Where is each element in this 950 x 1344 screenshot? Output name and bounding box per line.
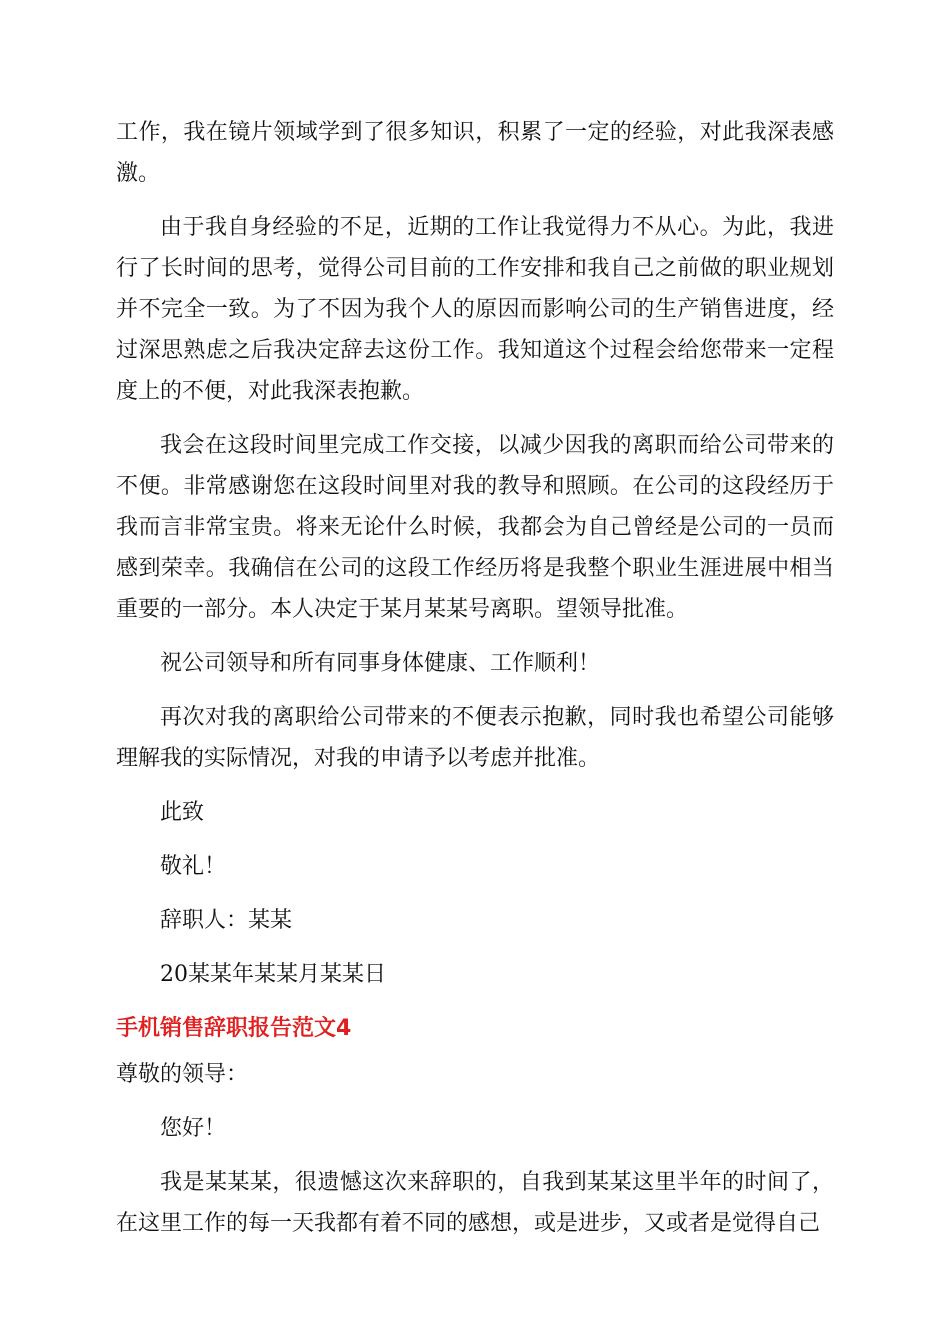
greeting: 您好！ (160, 1116, 227, 1141)
date-line: 20某某年某某月某某日 (160, 962, 386, 987)
paragraph-apology: 再次对我的离职给公司带来的不便表示抱歉，同时我也希望公司能够理解我的实际情况，对我的申请予以考虑并批准。 (116, 705, 834, 771)
paragraph-reason: 由于我自身经验的不足，近期的工作让我觉得力不从心。为此，我进行了长时间的思考，觉得公司目前的工作安排和我自己之前做的职业规划并不完全一致。为了不因为我个人的原因而影响公司的生产销售进度，经过深思熟虑之后我决定辞去这份工作。我知道这个过程会给您带来一定程度上的不便，对此我深表抱歉。 (116, 215, 834, 404)
paragraph-wishes: 祝公司领导和所有同事身体健康、工作顺利！ (160, 651, 601, 676)
paragraph-continuation: 工作，我在镜片领域学到了很多知识，积累了一定的经验，对此我深表感激。 (116, 120, 834, 186)
closing-line: 此致 (160, 800, 205, 825)
document-body (116, 112, 834, 1257)
paragraph-handover: 我会在这段时间里完成工作交接，以减少因我的离职而给公司带来的不便。非常感谢您在这段时间里对我的教导和照顾。在公司的这段经历于我而言非常宝贵。将来无论什么时候，我都会为自己曾经是公司的一员而感到荣幸。我确信在公司的这段工作经历将是我整个职业生涯进展中相当重要的一部分。本人决定于某月某某号离职。望领导批准。 (116, 433, 834, 622)
salutation: 尊敬的领导： (116, 1062, 249, 1087)
signature-line: 辞职人：某某 (160, 908, 293, 933)
section-heading: 手机销售辞职报告范文4 (116, 1016, 352, 1041)
closing-salute: 敬礼！ (160, 854, 227, 879)
paragraph-intro: 我是某某某，很遗憾这次来辞职的，自我到某某这里半年的时间了，在这里工作的每一天我都有着不同的感想，或是进步，又或者是觉得自己 (116, 1170, 834, 1236)
